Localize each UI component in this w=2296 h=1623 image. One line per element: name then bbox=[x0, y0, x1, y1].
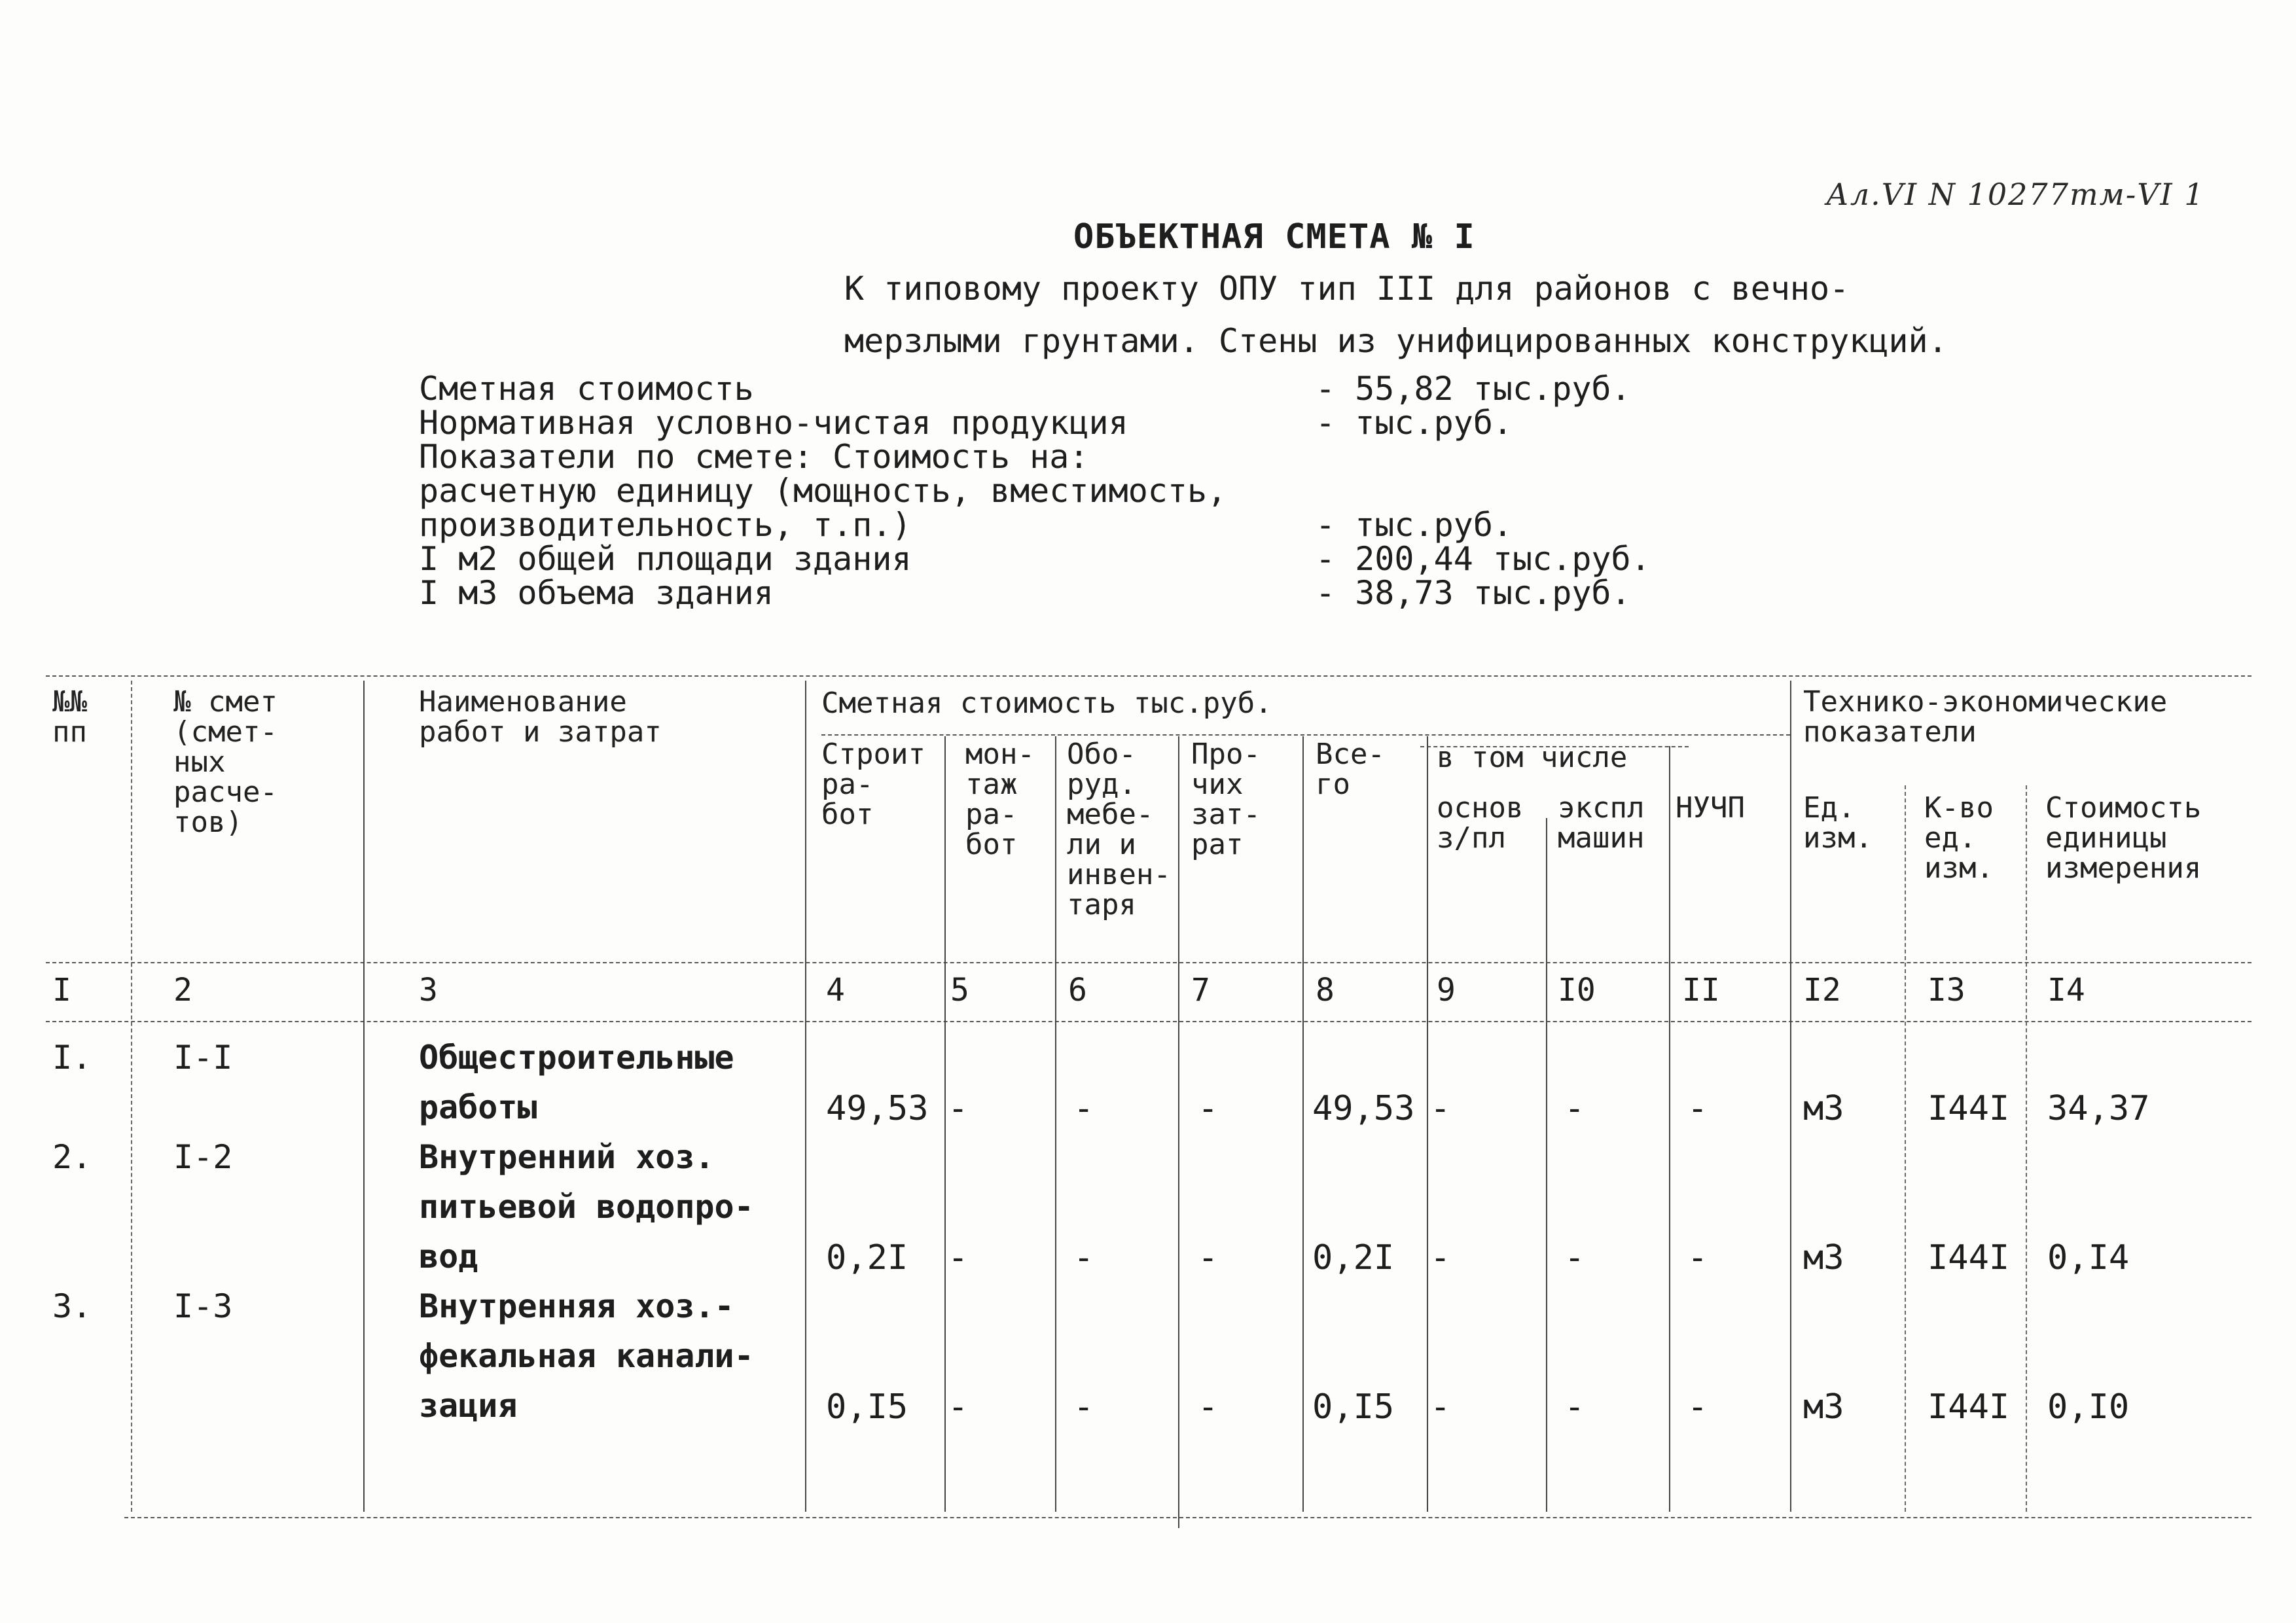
estimate-number: I-I bbox=[173, 1039, 233, 1077]
nuchp: - bbox=[1687, 1387, 1708, 1427]
header-machine-operation: экспл машин bbox=[1558, 791, 1645, 855]
unit-cost: 0,I0 bbox=[2047, 1387, 2130, 1427]
col-divider bbox=[1302, 736, 1304, 1512]
cost-group-rule bbox=[821, 734, 1790, 736]
header-construction-works: Строит ра- бот bbox=[821, 738, 925, 831]
construction-cost: 0,2I bbox=[826, 1238, 908, 1277]
col-divider bbox=[1055, 736, 1056, 1512]
column-number: I2 bbox=[1803, 972, 1841, 1008]
column-number: 4 bbox=[826, 972, 845, 1008]
unit-cost: 0,I4 bbox=[2047, 1238, 2130, 1277]
work-name: Внутренний хоз. питьевой водопро- вод bbox=[419, 1138, 754, 1275]
base-wages: - bbox=[1430, 1387, 1451, 1427]
summary-label: Показатели по смете: Стоимость на: bbox=[419, 438, 1089, 476]
base-wages: - bbox=[1430, 1089, 1451, 1128]
subtitle-line-2: мерзлыми грунтами. Стены из унифицированных конструкций. bbox=[844, 322, 1948, 360]
summary-label: I м2 общей площади здания bbox=[419, 540, 912, 578]
row-number: I. bbox=[52, 1039, 92, 1077]
document-title: ОБЪЕКТНАЯ СМЕТА № I bbox=[1073, 217, 1475, 257]
estimate-number: I-2 bbox=[173, 1138, 233, 1176]
estimate-number: I-3 bbox=[173, 1287, 233, 1325]
header-tech-econ-group: Технико-экономические показатели bbox=[1803, 685, 2168, 749]
unit: м3 bbox=[1803, 1387, 1844, 1427]
column-number: I4 bbox=[2047, 972, 2085, 1008]
col-divider bbox=[944, 736, 946, 1512]
column-number: 5 bbox=[950, 972, 969, 1008]
construction-cost: 0,I5 bbox=[826, 1387, 908, 1427]
column-number: 2 bbox=[173, 972, 192, 1008]
base-wages: - bbox=[1430, 1238, 1451, 1277]
work-name: Внутренняя хоз.- фекальная канали- зация bbox=[419, 1287, 754, 1425]
column-number: 8 bbox=[1316, 972, 1335, 1008]
installation-cost: - bbox=[948, 1238, 969, 1277]
machine-operation: - bbox=[1564, 1387, 1585, 1427]
total-cost: 49,53 bbox=[1312, 1089, 1415, 1128]
work-name: Общестроительные работы bbox=[419, 1039, 734, 1126]
column-number: 7 bbox=[1191, 972, 1210, 1008]
column-number: I0 bbox=[1558, 972, 1596, 1008]
header-equipment: Обо- руд. мебе- ли и инвен- таря bbox=[1067, 738, 1171, 921]
construction-cost: 49,53 bbox=[826, 1089, 929, 1128]
col-number-rule-top bbox=[46, 962, 2251, 963]
summary-label: Сметная стоимость bbox=[419, 370, 754, 408]
header-work-name: Наименование работ и затрат bbox=[419, 685, 662, 749]
col-divider bbox=[1669, 746, 1670, 1512]
col-divider bbox=[1790, 681, 1791, 1512]
col-divider bbox=[1427, 736, 1428, 1512]
col-divider bbox=[1905, 785, 1906, 1512]
header-total: Все- го bbox=[1316, 738, 1385, 801]
quantity: I44I bbox=[1928, 1089, 2010, 1128]
archive-mark: Ал.VI N 10277тм-VI 1 bbox=[1826, 177, 2205, 212]
summary-label: расчетную единицу (мощность, вместимость, bbox=[419, 472, 1227, 510]
col-divider bbox=[805, 681, 806, 1512]
header-row-number: №№ пп bbox=[52, 685, 87, 749]
header-nuchp: НУЧП bbox=[1676, 791, 1745, 825]
header-unit: Ед. изм. bbox=[1803, 791, 1873, 855]
col-divider bbox=[131, 681, 132, 1512]
unit: м3 bbox=[1803, 1238, 1844, 1277]
installation-cost: - bbox=[948, 1089, 969, 1128]
summary-label: производительность, т.п.) bbox=[419, 506, 912, 544]
nuchp: - bbox=[1687, 1238, 1708, 1277]
header-base-wages: основ з/пл bbox=[1437, 791, 1524, 855]
col-divider bbox=[1546, 818, 1547, 1512]
subtitle-line-1: К типовому проекту ОПУ тип III для районов с вечно- bbox=[844, 270, 1850, 308]
header-quantity: К-во ед. изм. bbox=[1924, 791, 1994, 885]
column-number: II bbox=[1682, 972, 1720, 1008]
table-bottom-rule bbox=[124, 1517, 2251, 1518]
header-cost-group: Сметная стоимость тыс.руб. bbox=[821, 687, 1272, 720]
header-including-group: в том числе bbox=[1437, 741, 1628, 774]
equipment-cost: - bbox=[1073, 1238, 1094, 1277]
machine-operation: - bbox=[1564, 1089, 1585, 1128]
header-estimate-number: № смет (смет- ных расче- тов) bbox=[173, 685, 278, 839]
quantity: I44I bbox=[1928, 1238, 2010, 1277]
header-other-costs: Про- чих зат- рат bbox=[1191, 738, 1261, 861]
summary-label: Нормативная условно-чистая продукция bbox=[419, 404, 1128, 442]
summary-value: - тыс.руб. bbox=[1316, 506, 1513, 544]
summary-label: I м3 объема здания bbox=[419, 574, 774, 612]
summary-value: - 55,82 тыс.руб. bbox=[1316, 370, 1631, 408]
summary-value: - тыс.руб. bbox=[1316, 404, 1513, 442]
quantity: I44I bbox=[1928, 1387, 2010, 1427]
row-number: 3. bbox=[52, 1287, 92, 1325]
total-cost: 0,I5 bbox=[1312, 1387, 1395, 1427]
column-number: 3 bbox=[419, 972, 438, 1008]
other-cost: - bbox=[1198, 1089, 1219, 1128]
unit-cost: 34,37 bbox=[2047, 1089, 2150, 1128]
nuchp: - bbox=[1687, 1089, 1708, 1128]
header-unit-cost: Стоимость единицы измерения bbox=[2045, 791, 2202, 885]
equipment-cost: - bbox=[1073, 1089, 1094, 1128]
machine-operation: - bbox=[1564, 1238, 1585, 1277]
col-divider bbox=[363, 681, 365, 1512]
col-divider bbox=[2026, 785, 2027, 1512]
summary-value: - 38,73 тыс.руб. bbox=[1316, 574, 1631, 612]
header-installation-works: мон- таж ра- бот bbox=[965, 738, 1035, 861]
column-number: I bbox=[52, 972, 71, 1008]
column-number: 6 bbox=[1068, 972, 1087, 1008]
installation-cost: - bbox=[948, 1387, 969, 1427]
unit: м3 bbox=[1803, 1089, 1844, 1128]
table-top-rule bbox=[46, 675, 2251, 677]
col-number-rule-bottom bbox=[46, 1021, 2251, 1022]
column-number: I3 bbox=[1928, 972, 1965, 1008]
other-cost: - bbox=[1198, 1387, 1219, 1427]
other-cost: - bbox=[1198, 1238, 1219, 1277]
col-divider bbox=[1178, 736, 1179, 1528]
row-number: 2. bbox=[52, 1138, 92, 1176]
equipment-cost: - bbox=[1073, 1387, 1094, 1427]
total-cost: 0,2I bbox=[1312, 1238, 1395, 1277]
column-number: 9 bbox=[1437, 972, 1456, 1008]
summary-value: - 200,44 тыс.руб. bbox=[1316, 540, 1651, 578]
